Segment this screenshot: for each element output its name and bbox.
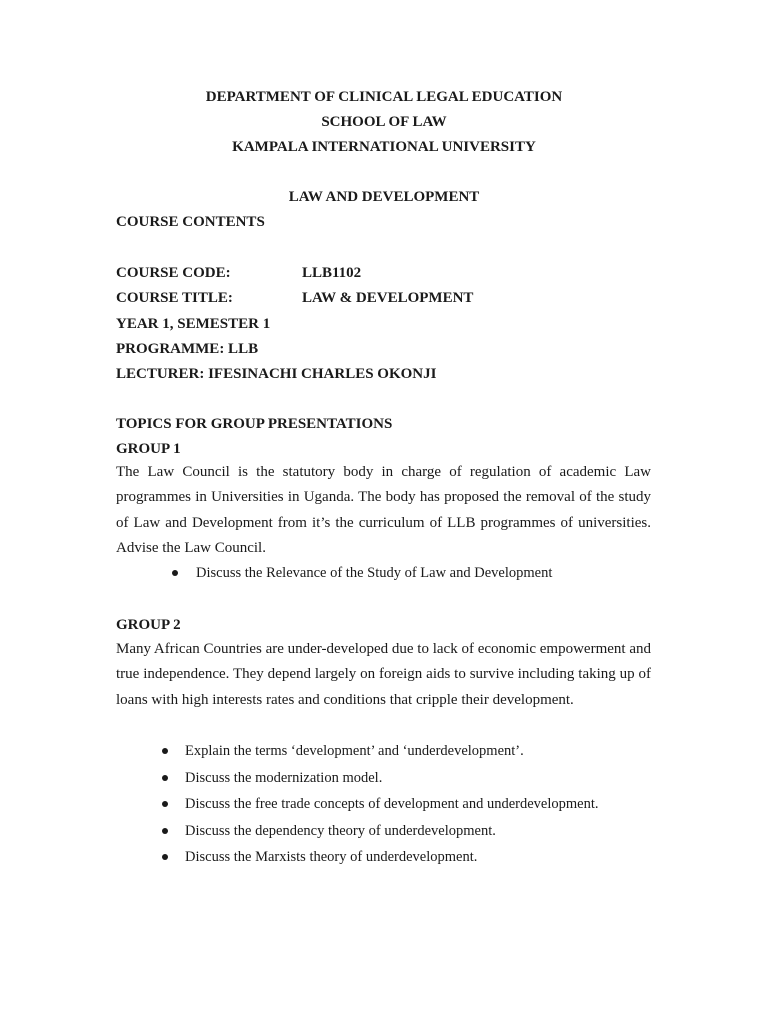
list-item [172, 560, 552, 587]
bullet-icon [162, 801, 168, 807]
bullet-text: Discuss the free trade concepts of development and underdevelopment. [185, 796, 599, 812]
course-code-label: COURSE CODE: [116, 265, 231, 281]
lecturer: LECTURER: IFESINACHI CHARLES OKONJI [116, 366, 437, 382]
bullet-text: Discuss the Marxists theory of underdevelopment. [185, 849, 478, 865]
bullet-text: Explain the terms ‘development’ and ‘underdevelopment’. [185, 743, 524, 759]
course-code-value: LLB1102 [302, 265, 362, 281]
group-1-title: GROUP 1 [116, 441, 181, 457]
bullet-text: Discuss the modernization model. [185, 769, 383, 786]
group-2-title: GROUP 2 [116, 617, 181, 633]
bullet-icon [162, 828, 168, 834]
bullet-text: Discuss the Relevance of the Study of Law and Development [196, 565, 553, 581]
bullet-icon [162, 775, 168, 781]
list-item [162, 818, 599, 845]
university-heading: KAMPALA INTERNATIONAL UNIVERSITY [232, 139, 536, 155]
group-1-paragraph: The Law Council is the statutory body in charge of regulation of academic Law programmes in Universities in Uganda. The body has proposed the removal of the study of Law and Development from it’s the curriculum of LLB programmes of universities. Advise the Law Council. [116, 464, 651, 556]
course-title-label: COURSE TITLE: [116, 290, 233, 306]
group-2-paragraph: Many African Countries are under-developed due to lack of economic empowerment and true independence. They depend largely on foreign aids to survive including taking up of loans with high interests rates and conditions that cripple their development. [116, 641, 651, 708]
list-item [162, 844, 599, 871]
bullet-text: Discuss the dependency theory of underdevelopment. [185, 822, 496, 839]
group-1-bullet-list [172, 560, 552, 587]
topics-heading: TOPICS FOR GROUP PRESENTATIONS [116, 416, 393, 432]
bullet-icon [172, 570, 178, 576]
programme: PROGRAMME: LLB [116, 341, 259, 357]
list-item [162, 738, 599, 765]
course-title-value: LAW & DEVELOPMENT [302, 290, 474, 306]
school-heading: SCHOOL OF LAW [321, 114, 447, 130]
department-heading: DEPARTMENT OF CLINICAL LEGAL EDUCATION [205, 89, 563, 105]
group-2-bullet-list [162, 738, 599, 871]
bullet-icon [162, 748, 168, 754]
course-name-heading: LAW AND DEVELOPMENT [288, 189, 480, 205]
list-item [162, 791, 599, 818]
year-semester: YEAR 1, SEMESTER 1 [116, 316, 271, 332]
bullet-icon [162, 854, 168, 860]
course-contents-label: COURSE CONTENTS [116, 214, 265, 230]
list-item [162, 765, 599, 792]
